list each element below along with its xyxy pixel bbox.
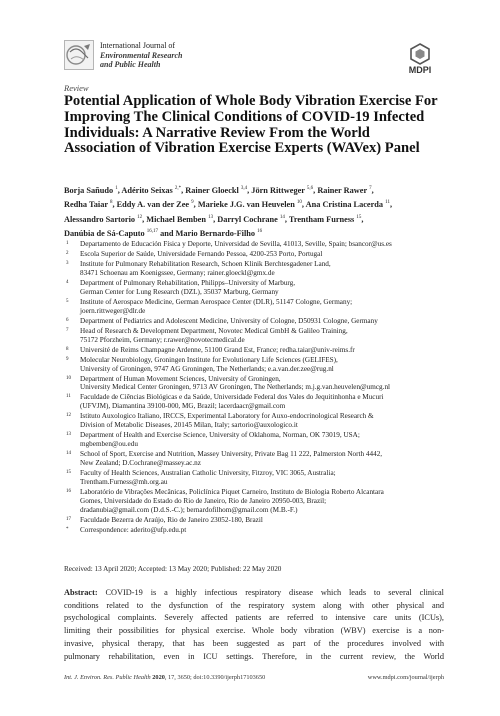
author-affiliation-marker: 8 xyxy=(109,200,113,206)
affiliation-number: 5 xyxy=(66,298,69,304)
affiliation-number: 8 xyxy=(66,346,69,352)
affiliation-text: University of Groningen, 9747 AG Groningen, The Netherlands; e.a.van.der.zee@rug.nl xyxy=(80,364,334,373)
affiliation-number: 12 xyxy=(66,413,71,419)
author-name: Borja Sañudo xyxy=(64,185,116,195)
paper-title: Potential Application of Whole Body Vibration Exercise For Improving The Clinical Conditions of COVID-19 Infected Individuals: A Narrative Review From the World Association of Vibration Exercise Experts (WAVex) Panel xyxy=(64,93,438,157)
author-affiliation-marker: 16,17 xyxy=(146,228,159,234)
affiliation-number: 4 xyxy=(66,279,69,285)
affiliation-text: Molecular Neurobiology, Groningen Institute for Evolutionary Life Sciences (GELIFES), xyxy=(80,355,338,364)
article-type: Review xyxy=(64,83,89,93)
author-name: and Mario Bernardo-Filho xyxy=(160,228,258,238)
author-name: Redha Taiar xyxy=(64,200,110,210)
author-name: Trentham Furness xyxy=(288,214,357,224)
affiliation-number: 16 xyxy=(66,488,71,494)
affiliation-number: 17 xyxy=(66,516,71,522)
affiliation-item xyxy=(64,488,444,515)
author-name: Alessandro Sartorio xyxy=(64,214,138,224)
author-line: Borja Sañudo $^1$, Adérito Seixas $^{2,*}$, Rainer Gloeckl $^{3,4}$, Jörn Rittweger $^{5,6}$, Rainer Rawer $^7$, xyxy=(64,185,374,195)
affiliation-list xyxy=(64,240,444,536)
journal-name-line1: International Journal of xyxy=(100,41,176,50)
author-affiliation-marker: 1 xyxy=(115,186,118,191)
affiliation-number: 10 xyxy=(66,375,71,381)
affiliation-item xyxy=(64,412,444,430)
affiliation-item xyxy=(64,431,444,449)
affiliation-item xyxy=(64,240,444,249)
author-affiliation-marker: 7 xyxy=(369,186,372,191)
affiliation-number: 15 xyxy=(66,470,71,476)
affiliation-number: 3 xyxy=(66,261,69,266)
journal-name xyxy=(100,41,182,70)
affiliation-text: 75172 Pforzheim, Germany; r.rawer@novotecmedical.de xyxy=(80,335,245,344)
citation-year: 2020 xyxy=(152,674,165,681)
affiliation-text: Institute of Aerospace Medicine, German Aerospace Center (DLR), 51147 Cologne, Germany; xyxy=(80,297,353,306)
abstract-line: limiting their possibilities for physical exercise. Whole body vibration (WBV) exercise is a non- xyxy=(64,626,444,636)
affiliation-number: 13 xyxy=(66,432,71,438)
journal-name-line3: and Public Health xyxy=(100,60,161,69)
affiliation-text: Department of Pediatrics and Adolescent Medicine, University of Cologne, D50931 Cologne, Germany xyxy=(80,316,378,325)
author-affiliation-marker: 14 xyxy=(279,214,285,220)
affiliation-item xyxy=(64,375,444,393)
affiliation-item xyxy=(64,393,444,411)
author-name: Danúbia de Sá-Caputo xyxy=(64,228,147,238)
affiliation-text: Institute for Pulmonary Rehabilitation Research, Schoen Klinik Berchtesgadener Land, xyxy=(80,260,331,268)
author-affiliation-marker: 13 xyxy=(208,214,214,220)
citation xyxy=(64,674,265,681)
affiliation-text: mgbemben@ou.edu xyxy=(80,440,138,449)
affiliation-text: Université de Reims Champagne Ardenne, 51100 Grand Est, France; redha.taiar@univ-reims.fr xyxy=(80,345,355,354)
affiliation-text: Department of Health and Exercise Science, University of Oklahoma, Norman, OK 73019, USA; xyxy=(80,431,360,440)
author-affiliation-marker: 12 xyxy=(137,214,143,220)
affiliation-text: Faculdade de Ciências Biológicas e da Saúde, Universidade Federal dos Vales do Jequitinhonha e Mucuri xyxy=(80,393,384,402)
abstract-line: conditions related to the dysfunction of the respiratory system along with other physical and xyxy=(64,600,444,610)
affiliation-text: joern.rittweger@dlr.de xyxy=(80,306,146,315)
author-line xyxy=(64,226,444,240)
affiliation-item xyxy=(64,346,444,355)
affiliation-text: Faculty of Health Sciences, Australian Catholic University, Fitzroy, VIC 3065, Australia; xyxy=(80,469,336,478)
affiliation-text: Laboratório de Vibrações Mecânicas, Policlínica Piquet Carneiro, Instituto de Biologia Roberto Alcantara xyxy=(80,487,384,496)
affiliation-item xyxy=(64,469,444,487)
author-affiliation-marker: 15 xyxy=(356,214,362,220)
journal-url: www.mdpi.com/journal/ijerph xyxy=(367,674,444,681)
affiliation-item xyxy=(64,260,444,278)
affiliation-item xyxy=(64,279,444,297)
journal-header xyxy=(64,40,444,76)
author-affiliation-marker: 2,* xyxy=(174,186,182,191)
affiliation-number: 7 xyxy=(66,327,69,333)
mdpi-logo xyxy=(400,42,440,74)
affiliation-text: (UFVJM), Diamantina 39100-000, MG, Brazil; lacerdaacr@gmail.com xyxy=(80,402,286,411)
affiliation-number: 2 xyxy=(66,251,69,256)
affiliation-number: 11 xyxy=(66,394,71,400)
affiliation-text: Trentham.Furness@mh.org.au xyxy=(80,477,168,486)
affiliation-text: German Center for Lung Research (DZL), 35037 Marburg, Germany xyxy=(80,287,279,296)
abstract-line: psychological complaints. Severely affected patients are referred to intensive care units (ICUs), xyxy=(64,613,444,623)
affiliation-text: 83471 Schoenau am Koenigssee, Germany; rainer.gloeckl@gmx.de xyxy=(80,268,275,277)
affiliation-text: Head of Research & Development Department, Novotec Medical GmbH & Galileo Training, xyxy=(80,326,348,335)
author-name: Rainer Rawer xyxy=(317,185,370,195)
affiliation-number: 6 xyxy=(66,317,69,323)
affiliation-item xyxy=(64,250,444,259)
journal-logo-icon xyxy=(64,40,94,70)
author-line: Alessandro Sartorio $^{12}$, Michael Bemben $^{13}$, Darryl Cochrane $^{14}$, Trentham Furness $^{15}$, xyxy=(64,214,364,224)
affiliation-text: New Zealand; D.Cochrane@massey.ac.nz xyxy=(80,459,201,468)
affiliation-item xyxy=(64,317,444,326)
affiliation-number: * xyxy=(66,526,69,532)
affiliation-text: Faculdade Bezerra de Araújo, Rio de Janeiro 23052-180, Brazil xyxy=(80,515,263,524)
publication-dates: Received: 13 April 2020; Accepted: 13 May 2020; Published: 22 May 2020 xyxy=(64,565,282,573)
citation-details: , 17, 3650; doi:10.3390/ijerph17103650 xyxy=(164,674,266,681)
affiliation-text: Istituto Auxologico Italiano, IRCCS, Experimental Laboratory for Auxo-endocrinological Research & xyxy=(80,412,374,421)
author-name: Jörn Rittweger xyxy=(251,185,307,195)
affiliation-text: Division of Metabolic Diseases, 20145 Milan, Italy; sartorio@auxologico.it xyxy=(80,421,298,430)
abstract-line: invasive, physical therapy, that has been suggested as part of the procedures involved with xyxy=(64,638,444,648)
author-name: Darryl Cochrane xyxy=(217,214,280,224)
affiliation-text: Gomes, Universidade do Estado do Rio de Janeiro, Rio de Janeiro 20950-003, Brazil; xyxy=(80,496,327,505)
affiliation-number: 14 xyxy=(66,451,71,457)
affiliation-text: Escola Superior de Saúde, Universidade Fernando Pessoa, 4200-253 Porto, Portugal xyxy=(80,250,323,258)
author-name: Eddy A. van der Zee xyxy=(116,200,192,210)
author-name: Adérito Seixas xyxy=(121,185,175,195)
author-affiliation-marker: 9 xyxy=(191,200,194,206)
author-affiliation-marker: 16 xyxy=(257,228,263,234)
journal-name-line2: Environmental Research xyxy=(100,50,183,60)
affiliation-text: University Medical Center Groningen, 9713 AV Groningen, The Netherlands; m.j.g.van.heuvelen@umcg.nl xyxy=(80,383,391,392)
author-name: Ana Cristina Lacerda xyxy=(305,200,386,210)
affiliation-item xyxy=(64,526,444,535)
affiliation-text: Departamento de Educación Física y Deporte, Universidad de Sevilla, 41013, Seville, Spain; bsancor@us.es xyxy=(80,240,392,248)
affiliation-item xyxy=(64,298,444,316)
abstract-line: Abstract: COVID-19 is a highly infectious respiratory disease which leads to several clinical xyxy=(64,588,444,597)
author-affiliation-marker: 11 xyxy=(385,200,390,206)
author-line: Redha Taiar $^8$, Eddy A. van der Zee $^9$, Marieke J.G. van Heuvelen $^{10}$, Ana Cristina Lacerda $^{11}$, xyxy=(64,200,393,210)
affiliation-item xyxy=(64,516,444,525)
affiliation-text: Department of Pulmonary Rehabilitation, Philipps–University of Marburg, xyxy=(80,278,296,287)
affiliation-number: 1 xyxy=(66,241,69,246)
affiliation-text: Department of Human Movement Sciences, University of Groningen, xyxy=(80,374,281,383)
abstract-label: Abstract: xyxy=(64,588,98,597)
abstract xyxy=(64,587,444,663)
author-name: Marieke J.G. van Heuvelen xyxy=(197,200,297,210)
affiliation-text: Correspondence: aderito@ufp.edu.pt xyxy=(80,525,187,534)
citation-journal: Int. J. Environ. Res. Public Health xyxy=(64,674,151,681)
mdpi-logo-text: MDPI xyxy=(408,65,432,74)
abstract-line: pulmonary rehabilitation, even in ICU settings. Therefore, in the current review, the World xyxy=(64,651,444,661)
affiliation-text: dradanubia@gmail.com (D.d.S.-C.); bernardofilhom@gmail.com (M.B.-F.) xyxy=(80,505,298,514)
author-affiliation-marker: 10 xyxy=(296,200,302,206)
affiliation-text: School of Sport, Exercise and Nutrition, Massey University, Private Bag 11 222, Palmerston North 4442, xyxy=(80,450,383,459)
author-name: Rainer Gloeckl xyxy=(185,185,241,195)
author-list xyxy=(64,183,444,240)
affiliation-number: 9 xyxy=(66,356,69,362)
author-name: Michael Bemben xyxy=(146,214,209,224)
author-affiliation-marker: 5,6 xyxy=(306,186,314,191)
affiliation-item xyxy=(64,327,444,345)
author-affiliation-marker: 3,4 xyxy=(240,186,248,191)
affiliation-item xyxy=(64,450,444,468)
affiliation-item xyxy=(64,356,444,374)
